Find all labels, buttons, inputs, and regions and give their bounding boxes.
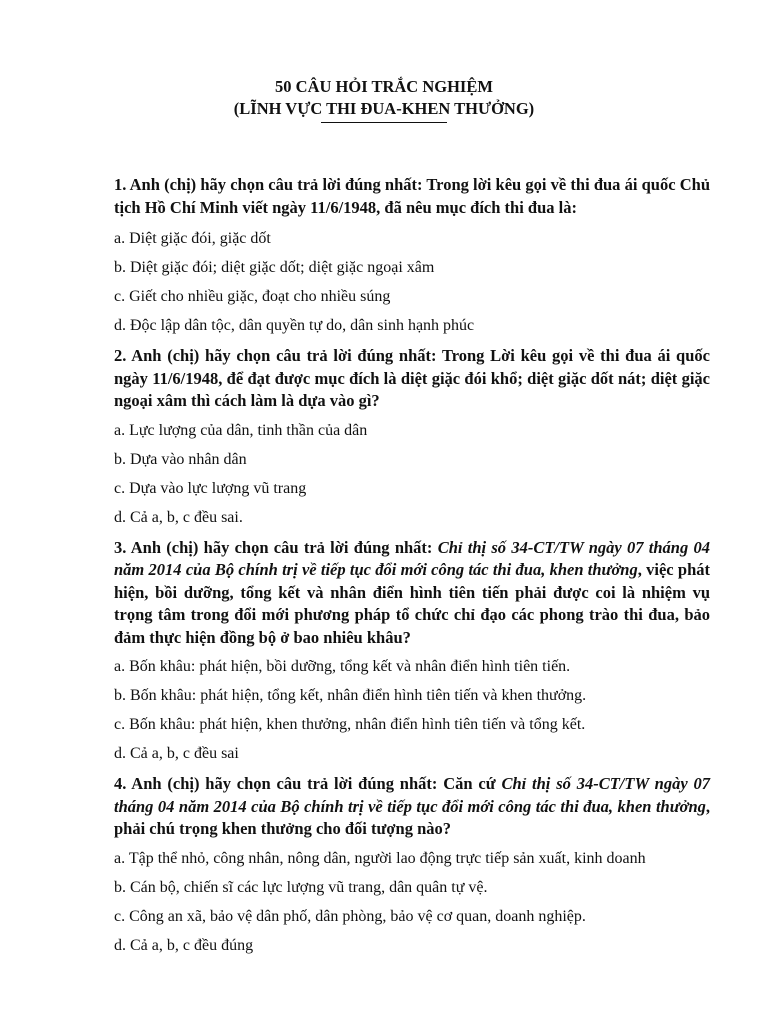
question-1-stem: 1. Anh (chị) hãy chọn câu trả lời đúng nhất: Trong lời kêu gọi về thi đua ái quốc Chủ tịch Hồ Chí Minh viết ngày 11/6/1948, đã nêu mục đích thi đua là: xyxy=(114,175,710,217)
question-1-option-d: d. Độc lập dân tộc, dân quyền tự do, dân sinh hạnh phúc xyxy=(114,317,475,334)
question-2 xyxy=(114,345,710,528)
question-3-stem-directive: Chỉ thị số 34-CT/TW ngày 07 tháng 04 năm 2014 của Bộ chính trị về tiếp tục đổi mới công tác thi đua, khen thưởng xyxy=(114,537,710,579)
question-2-option-a: a. Lực lượng của dân, tinh thần của dân xyxy=(114,421,368,439)
question-1-option-c: c. Giết cho nhiều giặc, đoạt cho nhiều súng xyxy=(114,288,391,305)
document-title: 50 CÂU HỎI TRẮC NGHIỆM xyxy=(275,77,493,96)
question-3-option-c: c. Bốn khâu: phát hiện, khen thưởng, nhân điển hình tiên tiến và tổng kết. xyxy=(114,716,586,733)
question-4-option-b: b. Cán bộ, chiến sĩ các lực lượng vũ trang, dân quân tự vệ. xyxy=(114,878,488,896)
document-subtitle: (LĨNH VỰC THI ĐUA-KHEN THƯỞNG) xyxy=(233,99,535,118)
question-2-option-d: d. Cả a, b, c đều sai. xyxy=(114,508,243,526)
question-4 xyxy=(114,773,710,956)
question-3-stem-lead: 3. Anh (chị) hãy chọn câu trả lời đúng nhất: xyxy=(114,537,438,557)
question-1-option-b: b. Diệt giặc đói; diệt giặc dốt; diệt giặc ngoại xâm xyxy=(114,259,435,276)
question-4-stem-tail: , phải chú trọng khen thưởng cho đối tượng nào? xyxy=(114,796,710,838)
question-2-option-c: c. Dựa vào lực lượng vũ trang xyxy=(114,479,307,497)
question-list xyxy=(114,174,710,965)
document-header xyxy=(0,76,768,123)
question-4-option-c: c. Công an xã, bảo vệ dân phố, dân phòng, bảo vệ cơ quan, doanh nghiệp. xyxy=(114,907,586,925)
question-3 xyxy=(114,537,710,765)
question-4-stem-directive: Chỉ thị số 34-CT/TW ngày 07 tháng 04 năm 2014 của Bộ chính trị về tiếp tục đổi mới công tác thi đua, khen thưởng xyxy=(114,774,710,816)
question-3-option-d: d. Cả a, b, c đều sai xyxy=(114,745,239,762)
question-4-stem xyxy=(114,773,710,841)
title-underline-divider xyxy=(321,122,447,123)
question-1-option-a: a. Diệt giặc đói, giặc dốt xyxy=(114,230,271,247)
question-1 xyxy=(114,174,710,336)
question-3-stem xyxy=(114,537,710,650)
question-4-stem-lead: 4. Anh (chị) hãy chọn câu trả lời đúng nhất: Căn cứ xyxy=(114,774,502,793)
question-2-option-b: b. Dựa vào nhân dân xyxy=(114,450,247,468)
question-3-option-a: a. Bốn khâu: phát hiện, bồi dưỡng, tổng kết và nhân điển hình tiên tiến. xyxy=(114,658,571,675)
question-3-option-b: b. Bốn khâu: phát hiện, tổng kết, nhân điển hình tiên tiến và khen thưởng. xyxy=(114,687,587,704)
question-2-stem: 2. Anh (chị) hãy chọn câu trả lời đúng nhất: Trong Lời kêu gọi về thi đua ái quốc ngày 11/6/1948, để đạt được mục đích là diệt giặc đói khổ; diệt giặc dốt nát; diệt giặc ngoại xâm thì cách làm là dựa vào gì? xyxy=(114,346,710,410)
question-4-option-d: d. Cả a, b, c đều đúng xyxy=(114,936,254,954)
question-4-option-a: a. Tập thể nhỏ, công nhân, nông dân, người lao động trực tiếp sản xuất, kinh doanh xyxy=(114,849,646,867)
question-3-stem-tail: , việc phát hiện, bồi dưỡng, tổng kết và nhân điển hình tiên tiến phải được coi là nhiệm vụ trọng tâm trong đổi mới phương pháp tổ chức chỉ đạo các phong trào thi đua, bảo đảm thực hiện đồng bộ ở bao nhiêu khâu? xyxy=(114,560,710,647)
